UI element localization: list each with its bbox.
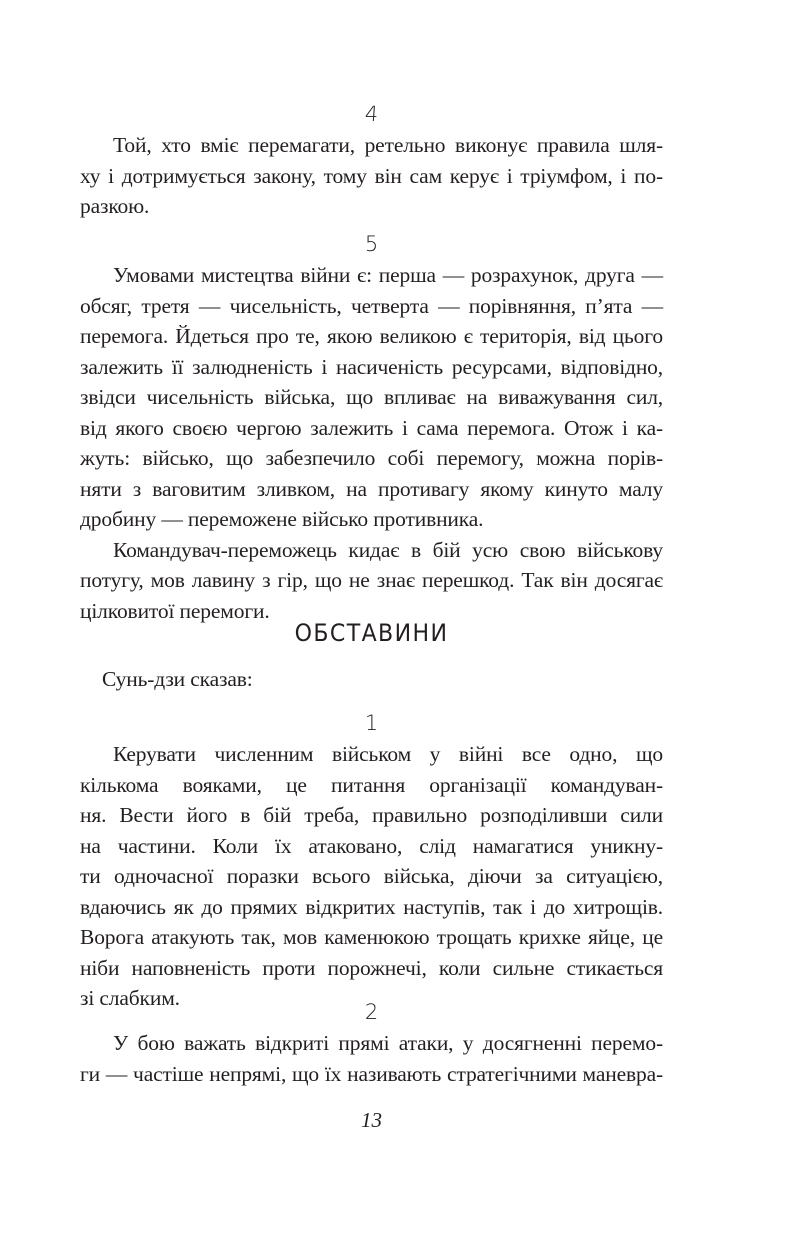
chapter-heading-block — [80, 615, 663, 651]
section-1 — [80, 708, 663, 1014]
text-line: ги — частіше непрямі, що їх називають стратегічними маневра- — [80, 1061, 663, 1086]
paragraph — [80, 130, 663, 222]
text-line: Ворога атакують так, мов каменюкою трощать крихке яйце, це — [80, 925, 663, 949]
text-line: від якого своєю чергою залежить і сама перемога. Отож і ка- — [80, 415, 663, 440]
chapter-title: ОБСТАВИНИ — [294, 619, 449, 647]
section-number: 4 — [363, 102, 380, 126]
text-line: Той, хто вміє перемагати, ретельно виконує правила шля- — [113, 133, 663, 157]
section-number: 5 — [364, 232, 379, 256]
paragraph — [80, 1028, 663, 1089]
chapter-intro: Сунь-дзи сказав: — [102, 667, 253, 691]
section-5 — [80, 229, 663, 626]
text-line: Умовами мистецтва війни є: перша — розрахунок, друга — — [113, 263, 663, 287]
text-line: разкою. — [80, 194, 150, 218]
text-line: обсяг, третя — чисельність, четверта — порівняння, п’ята — — [80, 293, 663, 318]
text-line: У бою важать відкриті прямі атаки, у досягненні перемо- — [113, 1031, 663, 1055]
text-line: ти одночасної поразки всього війська, діючи за ситуацією, — [80, 864, 663, 888]
text-line: залежить її залюдненість і насиченість ресурсами, відповідно, — [80, 354, 663, 379]
text-line: потугу, мов лавину з гір, що не знає перешкод. Так він досягає — [80, 568, 663, 592]
chapter-intro-block — [80, 664, 663, 695]
section-number: 2 — [364, 1000, 379, 1024]
section-number: 1 — [364, 711, 379, 735]
text-line: на частини. Коли їх атаковано, слід намагатися уникну- — [80, 833, 663, 858]
text-line: ня. Вести його в бій треба, правильно розподіливши сили — [80, 803, 663, 827]
text-line: цілковитої перемоги. — [80, 598, 270, 623]
text-line: зі слабким. — [80, 986, 180, 1010]
section-2 — [80, 997, 663, 1089]
text-line: кількома вояками, це питання організації командуван- — [80, 772, 663, 797]
text-line: Командувач-переможець кидає в бій усю свою військову — [113, 537, 663, 562]
text-line: ніби наповненість проти порожнечі, коли сильне стикається — [80, 955, 663, 980]
page-footer — [80, 1105, 663, 1135]
text-line: няти з ваговитим зливком, на противагу якому кинуто малу — [80, 476, 663, 501]
paragraph — [80, 260, 663, 535]
text-line: звідси чисельність війська, що впливає на виважування сил, — [80, 385, 663, 409]
text-line: вдаючись як до прямих відкритих наступів, так і до хитрощів. — [80, 894, 663, 919]
text-line: перемога. Йдеться про те, якою великою є територія, від цього — [80, 324, 663, 348]
section-4 — [80, 99, 663, 222]
page-number: 13 — [361, 1108, 382, 1132]
paragraph — [80, 535, 663, 627]
text-line: дробину — переможене військо противника. — [80, 507, 484, 531]
paragraph — [80, 739, 663, 1014]
text-line: Керувати численним військом у війні все одно, що — [113, 742, 663, 766]
text-line: жуть: військо, що забезпечило собі перемогу, можна порів- — [80, 446, 663, 470]
text-line: ху і дотримується закону, тому він сам керує і тріумфом, і по- — [80, 163, 663, 188]
